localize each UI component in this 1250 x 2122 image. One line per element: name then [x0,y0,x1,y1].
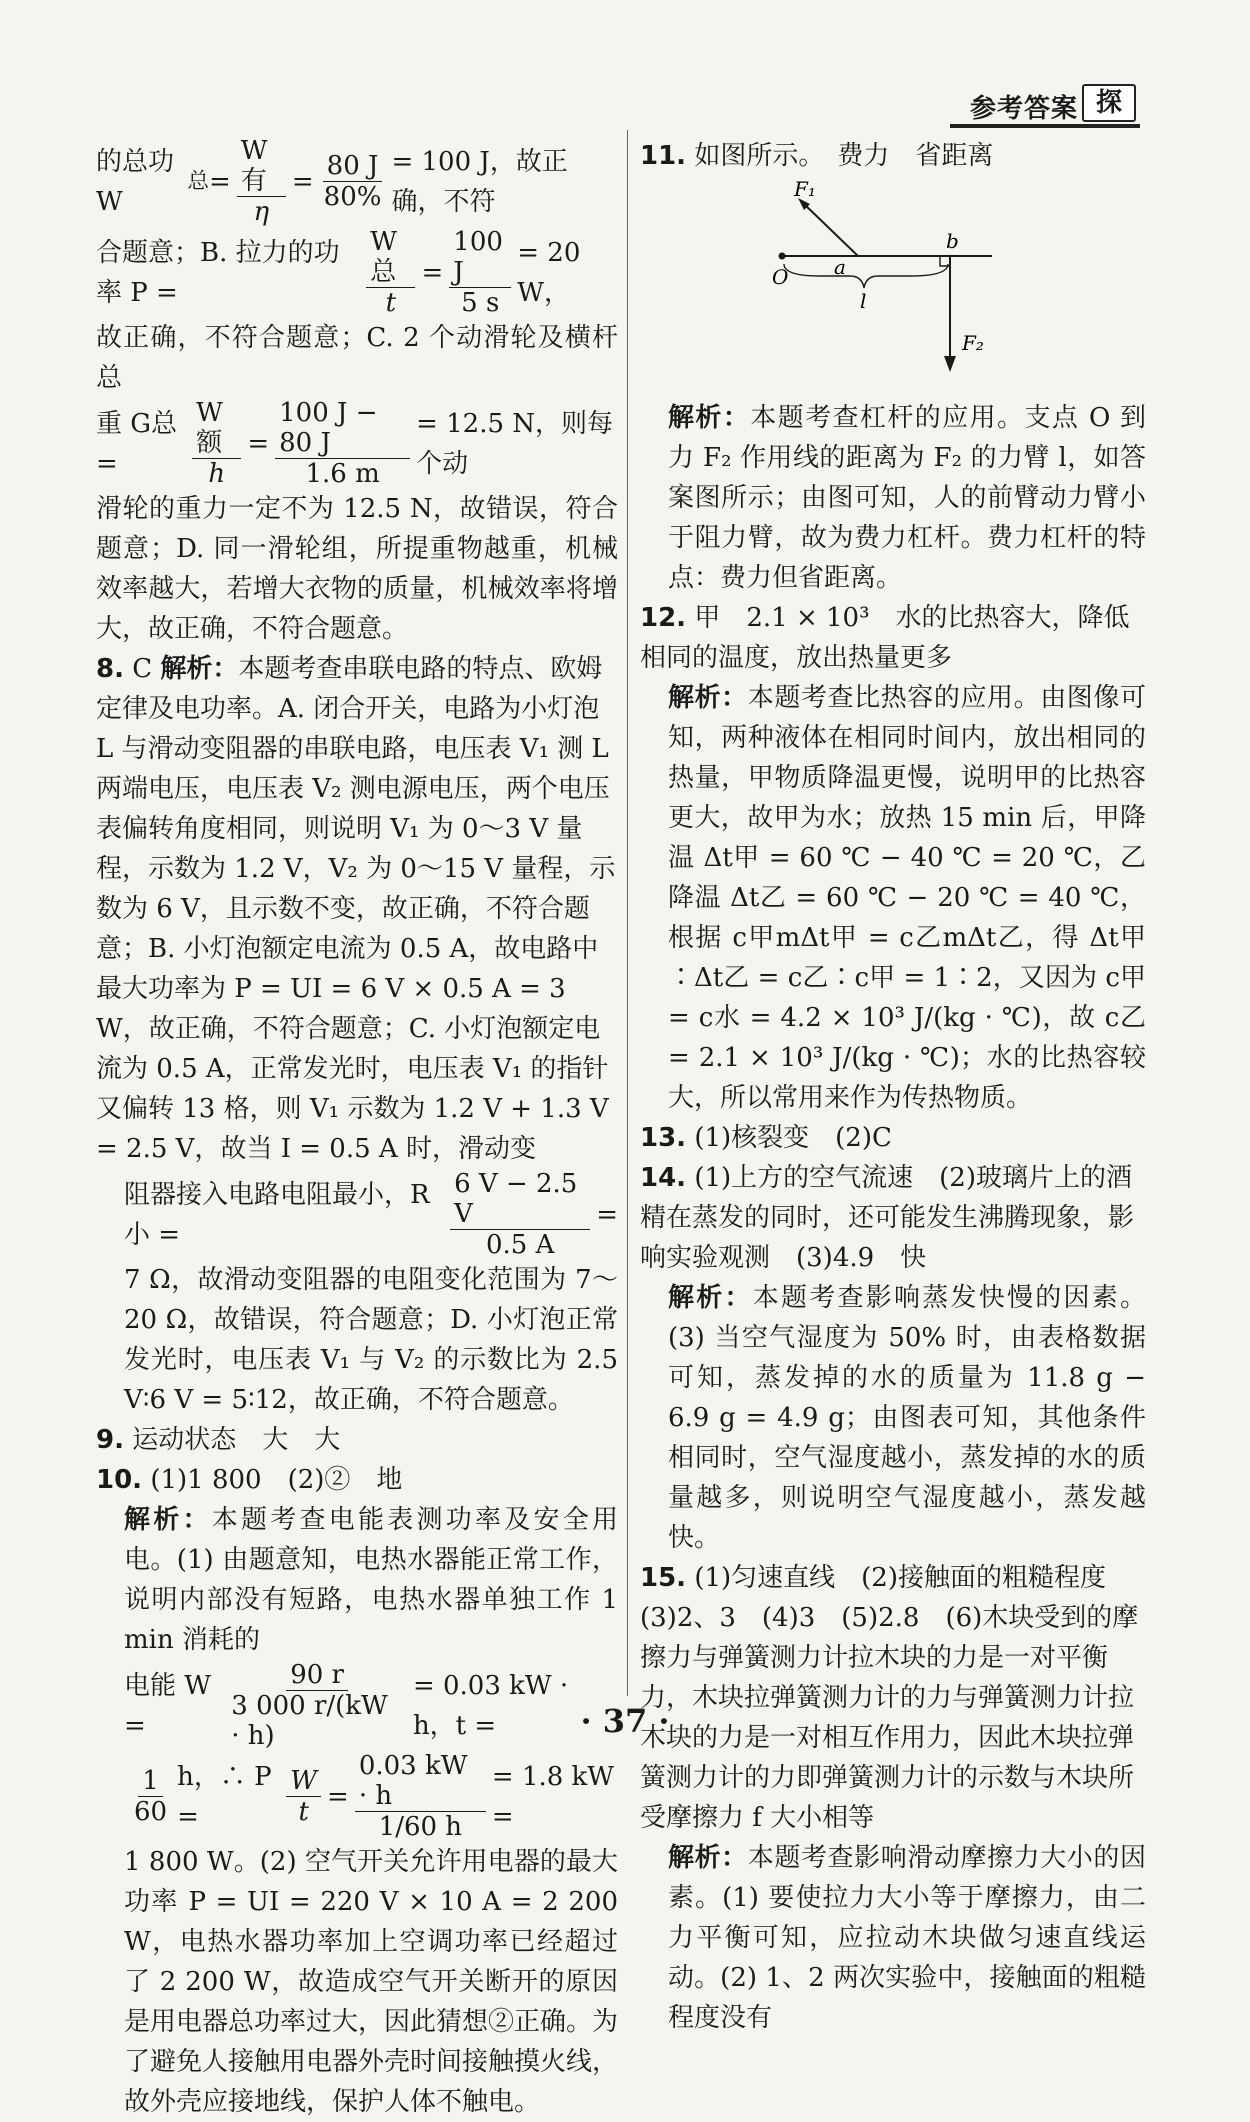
frac-denominator: 0.5 A [485,1230,555,1260]
q11-analysis-text: 本题考查杠杆的应用。支点 O 到力 F₂ 作用线的距离为 F₂ 的力臂 l，如答案图所示；由图可知，人的前臂动力臂小于阻力臂，故为费力杠杆。费力杠杆的特点：费力但省距离。 [668,403,1146,593]
q14-number: 14. [640,1163,687,1193]
frac-denominator: 1.6 m [305,459,380,489]
q7-line2 [96,227,618,318]
q7-text: = 100 J，故正确，不符 [391,146,568,217]
force-f1-line [802,202,858,256]
label-f1: F₁ [794,180,816,201]
q10-eq: = [327,1781,349,1812]
q12-analysis [640,678,1146,1118]
frac-numerator: W有 [237,136,286,197]
frac-numerator: W [286,1766,321,1797]
q13-item [640,1118,1146,1158]
q8-text: 阻器接入电路电阻最小，R小 = [124,1179,430,1250]
right-column [640,136,1146,2038]
q14-analysis-text: 本题考查影响蒸发快慢的因素。(3) 当空气湿度为 50% 时，由表格数据可知，蒸发掉的水的质量为 11.8 g − 6.9 g = 4.9 g；由图表可知，其他条件相同时，空气湿度越小，蒸发掉的水的质量越多，则说明空气湿度越小，蒸发越快。 [668,1283,1146,1553]
frac-denominator: 80% [323,182,382,212]
lever-diagram [700,180,1000,380]
force-f2-arrow [944,356,956,372]
q8-analysis-text: 本题考查串联电路的特点、欧姆定律及电功率。A. 闭合开关，电路为小灯泡 L 与滑动变阻器的串联电路，电压表 V₁ 测 L 两端电压，电压表 V₂ 测电源电压，两个电压表偏转角度相同，则说明 V₁ 为 0～3 V 量程，示数为 1.2 V，V₂ 为 0～15 V 量程，示数为 6 V，且示数不变，故正确，不符合题意；B. 小灯泡额定电流为 0.5 A，故电路中最大功率为 P = UI = 6 V × 0.5 A = 3 W，故正确，不符合题意；C. 小灯泡额定电流为 0.5 A，正常发光时，电压表 V₁ 的指针又偏转 13 格，则 V₁ 示数为 1.2 V + 1.3 V = 2.5 V，故当 I = 0.5 A 时，滑动变 [96,654,616,1164]
q12-analysis-label: 解析： [668,683,748,713]
q7-text: 的总功 W [96,146,175,217]
q10-text: = 1.8 kW = [491,1761,615,1832]
q15-analysis [640,1838,1146,2038]
frac-numerator: 80 J [323,151,383,182]
label-a: a [834,255,846,279]
q7-eq: = [247,428,270,459]
label-l: l [860,289,867,313]
q12-answer: 甲 2.1 × 10³ 水的比热容大，降低相同的温度，放出热量更多 [640,603,1130,673]
q7-frac-80 [320,151,386,212]
q10-answer: (1)1 800 (2)② 地 [150,1465,403,1495]
q8-frac-r [450,1169,590,1260]
q7-line4 [96,398,618,489]
frac-denominator: 60 [134,1797,168,1827]
q8-analysis-text-2: 7 Ω，故滑动变阻器的电阻变化范围为 7～20 Ω，故错误，符合题意；D. 小灯泡正常发光时，电压表 V₁ 与 V₂ 的示数比为 2.5 V∶6 V = 5∶12，故正确，不符合题意。 [124,1265,618,1415]
q12-item [640,598,1146,678]
frac-numerator: 90 r [286,1660,348,1691]
q15-number: 15. [640,1563,687,1593]
fulcrum-point [779,253,786,260]
q8-text: = [596,1199,618,1230]
frac-denominator: 3 000 r/(kW · h) [231,1691,388,1751]
frac-denominator: t [385,288,397,318]
q10-item [96,1460,618,1500]
frac-numerator: 1 [138,1766,163,1797]
q14-answer: (1)上方的空气流速 (2)玻璃片上的酒精在蒸发的同时，还可能发生沸腾现象，影响实验观测 (3)4.9 快 [640,1163,1135,1273]
q7-frac-w-t [366,227,415,318]
header-logo: 探 [1082,84,1136,122]
q8-item [96,649,618,1169]
q10-analysis [96,1500,618,1660]
q9-answer: 运动状态 大 大 [132,1425,341,1455]
q10-text: 电能 W = [124,1670,211,1741]
q14-item [640,1158,1146,1278]
header-title: 参考答案 [969,94,1078,124]
q15-analysis-label: 解析： [668,1843,748,1873]
frac-numerator: 100 J [449,227,511,288]
q7-rest: 滑轮的重力一定不为 12.5 N，故错误，符合题意；D. 同一滑轮组，所提重物越重，机械效率越大，若增大衣物的质量，机械效率将增大，故正确，不符合题意。 [96,494,618,644]
q15-analysis-text: 本题考查影响滑动摩擦力大小的因素。(1) 要使拉力大小等于摩擦力，由二力平衡可知，应拉动木块做匀速直线运动。(2) 1、2 两次实验中，接触面的粗糙程度没有 [668,1843,1146,2033]
frac-denominator: 5 s [461,288,500,318]
frac-denominator: h [208,459,226,489]
q12-analysis-text: 本题考查比热容的应用。由图像可知，两种液体在相同时间内，放出相同的热量，甲物质降温更慢，说明甲的比热容更大，故甲为水；放热 15 min 后，甲降温 Δt甲 = 60 ℃ − 40 ℃ = 20 ℃，乙降温 Δt乙 = 60 ℃ − 20 ℃ = 40 ℃，根据 c甲mΔt甲 = c乙mΔt乙，得 Δt甲∶Δt乙 = c乙∶c甲 = 1∶2，又因为 c甲 = c水 = 4.2 × 10³ J/(kg · ℃)，故 c乙 = 2.1 × 10³ J/(kg · ℃)；水的比热容较大，所以常用来作为传热物质。 [668,683,1146,1113]
q10-frac-time [130,1766,171,1827]
q8-analysis-label: 解析： [160,654,239,684]
label-f2: F₂ [962,331,984,355]
q15-answer: (1)匀速直线 (2)接触面的粗糙程度 (3)2、3 (4)3 (5)2.8 (6)木块受到的摩擦力与弹簧测力计拉木块的力是一对平衡力，木块拉弹簧测力计的力与弹簧测力计拉木块的力是一对相互作用力，因此木块拉弹簧测力计的力即弹簧测力计的示数与木块所受摩擦力 f 大小相等 [640,1563,1139,1833]
q7-eq: = [291,166,314,197]
q11-number: 11. [640,141,687,171]
frac-denominator: 1/60 h [378,1812,463,1842]
q10-frac-power [355,1751,486,1842]
q7-text: 合题意；B. 拉力的功率 P = [96,237,340,308]
q8-frac-line [96,1169,618,1260]
q9-item [96,1420,618,1460]
q7-eq: = [421,257,444,288]
frac-denominator: η [253,197,270,227]
q10-analysis-label: 解析： [124,1505,212,1535]
frac-denominator: t [298,1797,309,1827]
page-number: · 37 · [580,1702,670,1740]
q7-line1 [96,136,618,227]
q12-number: 12. [640,603,687,633]
q13-answer: (1)核裂变 (2)C [694,1123,892,1153]
q7-text: 重 G总 = [96,408,178,479]
q10-text: h，∴ P = [177,1761,272,1832]
q10-power-line [96,1751,618,1842]
q7-frac-wextra-h [192,398,241,489]
frac-numerator: 0.03 kW · h [355,1751,486,1812]
left-column [96,136,618,2122]
q7-frac-100-5 [449,227,511,318]
q7-frac-20-16 [275,398,410,489]
q14-analysis [640,1278,1146,1558]
frac-numerator: W总 [366,227,415,288]
q10-number: 10. [96,1465,143,1495]
q9-number: 9. [96,1425,124,1455]
q10-analysis-text: 本题考查电能表测功率及安全用电。(1) 由题意知，电热水器能正常工作，说明内部没有短路，电热水器单独工作 1 min 消耗的 [124,1505,618,1655]
q11-answer: 如图所示。 费力 省距离 [694,141,994,171]
q7-text: = 20 W， [517,237,581,308]
q13-number: 13. [640,1123,687,1153]
q7-text: = 12.5 N，则每个动 [416,408,614,479]
page-header [950,82,1140,128]
q8-number: 8. [96,654,124,684]
q15-item [640,1558,1146,1838]
column-divider [627,130,628,1696]
q10-text: = 0.03 kW · h，t = [412,1670,569,1741]
q10-frac-w-t [286,1766,321,1827]
q10-analysis-text-2: 1 800 W。(2) 空气开关允许用电器的最大功率 P = UI = 220 V × 10 A = 2 200 W，电热水器功率加上空调功率已经超过了 2 200 W，故造成空气开关断开的原因是用电器总功率过大，因此猜想②正确。为了避免人接触用电器外壳时间接触摸火线，故外壳应接地线，保护人体不触电。 [124,1847,619,2117]
q7-frac-w-eta [237,136,286,227]
q11-analysis-label: 解析： [668,403,751,433]
q14-analysis-label: 解析： [668,1283,753,1313]
q11-analysis [640,398,1146,598]
q7-sub: 总 [187,168,209,194]
q7-line3: 故正确，不符合题意；C. 2 个动滑轮及横杆总 [96,323,618,393]
frac-numerator: 100 J − 80 J [275,398,410,459]
frac-numerator: W额 [192,398,241,459]
label-o: O [772,265,789,289]
q11-item [640,136,1146,176]
q7-eq: = [208,166,231,197]
arm-brace [784,264,948,288]
q8-answer: C [132,654,153,684]
label-b: b [946,229,959,253]
frac-numerator: 6 V − 2.5 V [450,1169,590,1230]
